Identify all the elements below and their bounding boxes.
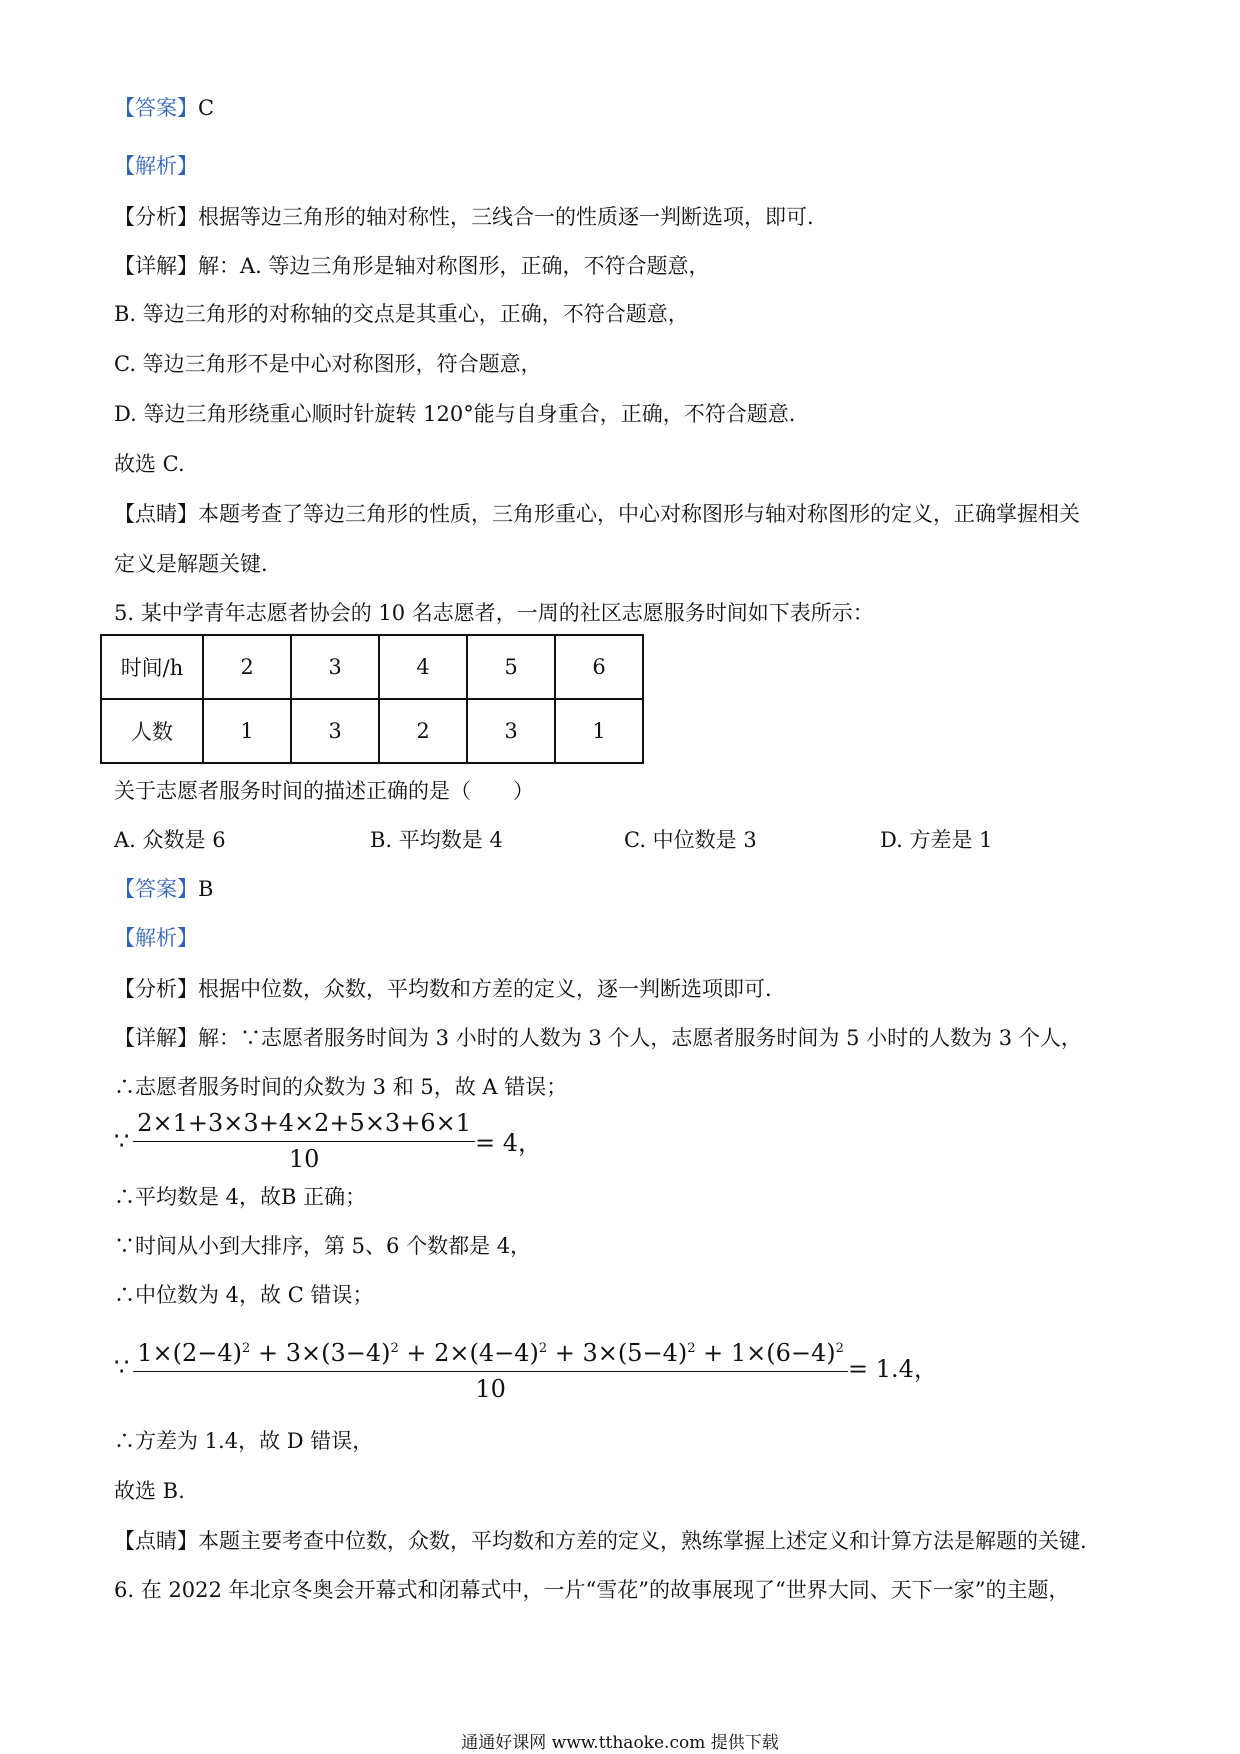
table-cell: 人数 xyxy=(101,699,203,763)
choose-4: 故选 C. xyxy=(114,452,185,476)
option-d: D. 方差是 1 xyxy=(880,828,993,852)
question-6: 6. 在 2022 年北京冬奥会开幕式和闭幕式中，一片“雪花”的故事展现了“世界大同、天下一家”的主题， xyxy=(114,1578,1070,1602)
table-cell: 3 xyxy=(467,699,555,763)
xiangjie-4: 【详解】解：A. 等边三角形是轴对称图形，正确，不符合题意， xyxy=(114,254,710,278)
fenxi-4: 【分析】根据等边三角形的轴对称性，三线合一的性质逐一判断选项，即可. xyxy=(114,205,814,229)
fenxi-5: 【分析】根据中位数，众数，平均数和方差的定义，逐一判断选项即可. xyxy=(114,977,772,1001)
question-5: 5. 某中学青年志愿者协会的 10 名志愿者，一周的社区志愿服务时间如下表所示： xyxy=(114,601,874,625)
xiangjie-5-variance: ∴方差为 1.4，故 D 错误， xyxy=(114,1429,374,1453)
xiangjie-5-mean: ∴平均数是 4，故B 正确； xyxy=(114,1185,367,1209)
dianjing-4: 【点睛】本题考查了等边三角形的性质，三角形重心，中心对称图形与轴对称图形的定义，正确掌握相关 xyxy=(114,502,1080,526)
table-cell: 1 xyxy=(555,699,643,763)
mean-formula: ∵ $\frac{2\times 1+3\times 3+4\times 2+5\times 3+6\times 1}{10}$ = 4， xyxy=(114,1109,542,1173)
dianjing-4-cont: 定义是解题关键. xyxy=(114,552,268,576)
variance-fraction: $\frac{1\times(2-4)^2 + 3\times(3-4)^2 + 2\times(4-4)^2 + 3\times(5-4)^2 + 1\times(6-4)^2}{10}$ xyxy=(133,1330,848,1403)
xiangjie-5-mode: ∴志愿者服务时间的众数为 3 和 5，故 A 错误； xyxy=(114,1075,568,1099)
option-b: B. 平均数是 4 xyxy=(370,828,503,852)
xiangjie-5-median: ∴中位数为 4，故 C 错误； xyxy=(114,1283,374,1307)
table-cell: 时间/h xyxy=(101,635,203,699)
analysis-tag-5: 【解析】 xyxy=(114,926,198,950)
table-cell: 1 xyxy=(203,699,291,763)
table-cell: 3 xyxy=(291,699,379,763)
question-5-ask: 关于志愿者服务时间的描述正确的是（ ） xyxy=(114,779,534,803)
table-cell: 2 xyxy=(379,699,467,763)
answer-5: 【答案】B xyxy=(114,877,214,901)
page-footer: 通通好课网 www.tthaoke.com 提供下载 xyxy=(461,1733,779,1753)
xiangjie-4-c: C. 等边三角形不是中心对称图形，符合题意， xyxy=(114,352,542,376)
table-cell: 5 xyxy=(467,635,555,699)
table-cell: 6 xyxy=(555,635,643,699)
xiangjie-4-d: D. 等边三角形绕重心顺时针旋转 120°能与自身重合，正确，不符合题意. xyxy=(114,402,796,426)
option-c: C. 中位数是 3 xyxy=(624,828,757,852)
xiangjie-4-b: B. 等边三角形的对称轴的交点是其重心，正确，不符合题意， xyxy=(114,302,689,326)
xiangjie-5: 【详解】解：∵志愿者服务时间为 3 小时的人数为 3 个人，志愿者服务时间为 5 小时的人数为 3 个人， xyxy=(114,1026,1082,1050)
option-a: A. 众数是 6 xyxy=(114,828,226,852)
dianjing-5: 【点睛】本题主要考查中位数，众数，平均数和方差的定义，熟练掌握上述定义和计算方法是解题的关键. xyxy=(114,1529,1087,1553)
table-cell: 3 xyxy=(291,635,379,699)
choose-5: 故选 B. xyxy=(114,1479,185,1503)
table-row xyxy=(101,635,643,699)
table-cell: 4 xyxy=(379,635,467,699)
table-cell: 2 xyxy=(203,635,291,699)
table-row xyxy=(101,699,643,763)
answer-tag: 【答案】 xyxy=(114,96,198,120)
answer-4: 【答案】C xyxy=(114,96,215,120)
variance-formula: ∵ $\frac{1\times(2-4)^2 + 3\times(3-4)^2 + 2\times(4-4)^2 + 3\times(5-4)^2 + 1\times(6-4)^2}{10}$ = 1.4， xyxy=(114,1330,938,1403)
xiangjie-5-sort: ∵时间从小到大排序，第 5、6 个数都是 4， xyxy=(114,1234,532,1258)
service-time-table xyxy=(100,634,644,764)
analysis-tag-4: 【解析】 xyxy=(114,154,198,178)
mean-fraction: $\frac{2\times 1+3\times 3+4\times 2+5\times 3+6\times 1}{10}$ xyxy=(133,1108,475,1173)
